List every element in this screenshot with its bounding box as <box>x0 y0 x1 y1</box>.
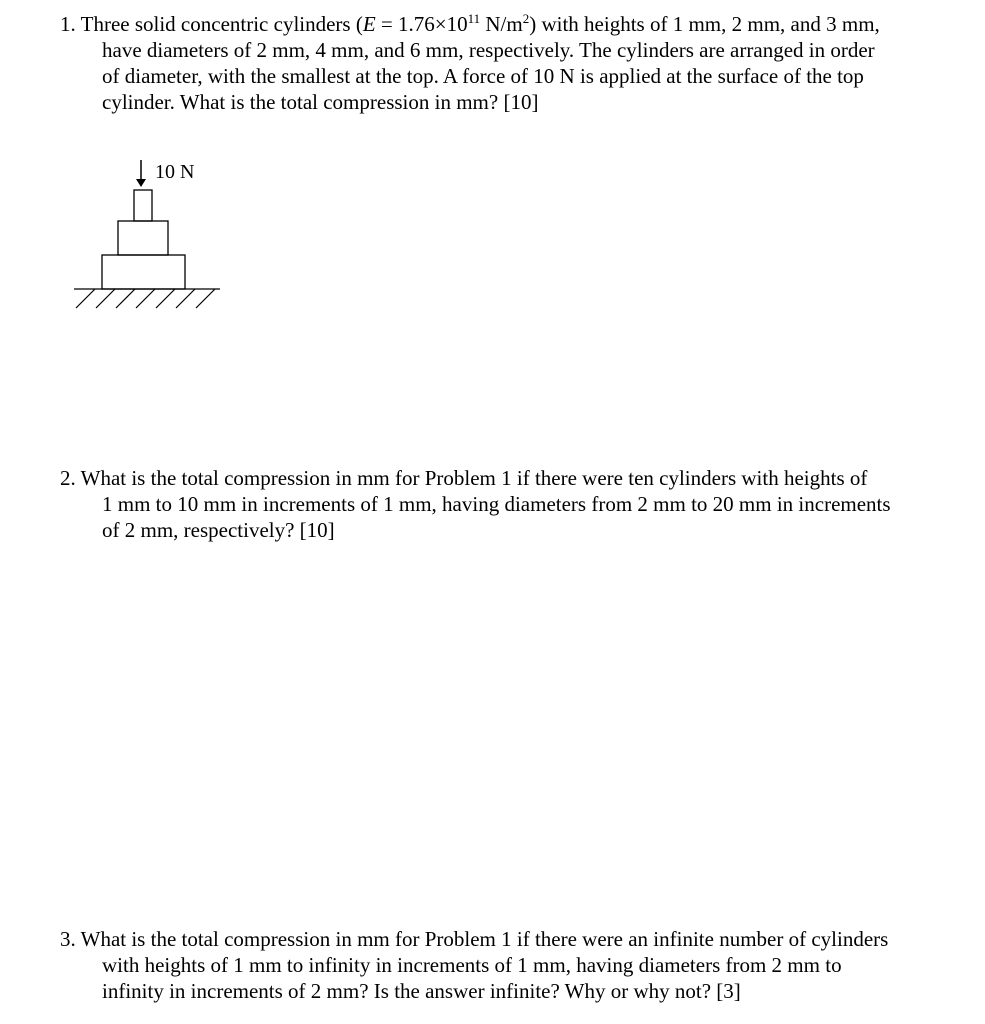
bottom-cylinder <box>102 255 185 289</box>
problem-3-line-2: with heights of 1 mm to infinity in increments of 1 mm, having diameters from 2 mm to <box>102 953 842 977</box>
problem-1-line-1: 1. Three solid concentric cylinders ($E = 1.76\times 10^{11}$ $N/m^2$) with heights of 1 mm, 2 mm, and 3 mm, <box>60 11 880 36</box>
ground-hatching <box>76 289 215 308</box>
problem-2-line-1: 2. What is the total compression in mm for Problem 1 if there were ten cylinders with heights of <box>60 466 868 490</box>
problem-2-line-2: 1 mm to 10 mm in increments of 1 mm, having diameters from 2 mm to 20 mm in increments <box>102 492 891 516</box>
problem-1 <box>60 11 932 115</box>
problem-2 <box>60 465 932 543</box>
cylinder-diagram <box>60 155 240 325</box>
problem-2-number: 2. <box>60 466 76 490</box>
problem-3-number: 3. <box>60 927 76 951</box>
problem-1-line-4: cylinder. What is the total compression in mm? [10] <box>102 90 539 114</box>
cylinder-stack-figure <box>60 155 240 325</box>
force-label: 10 N <box>155 161 195 183</box>
problem-2-line-3: of 2 mm, respectively? [10] <box>102 518 335 542</box>
modulus-symbol: E <box>362 12 376 36</box>
problem-1-line-3: of diameter, with the smallest at the top. A force of 10 N is applied at the surface of the top <box>102 64 864 88</box>
problem-3 <box>60 926 932 1004</box>
problem-3-line-1: 3. What is the total compression in mm for Problem 1 if there were an infinite number of cylinders <box>60 927 889 951</box>
problem-1-line-2: have diameters of 2 mm, 4 mm, and 6 mm, respectively. The cylinders are arranged in order <box>102 38 875 62</box>
problem-1-number: 1. <box>60 12 76 36</box>
middle-cylinder <box>118 221 168 255</box>
top-cylinder <box>134 190 152 221</box>
problem-3-line-3: infinity in increments of 2 mm? Is the answer infinite? Why or why not? [3] <box>102 979 741 1003</box>
force-arrow-head <box>136 179 146 187</box>
